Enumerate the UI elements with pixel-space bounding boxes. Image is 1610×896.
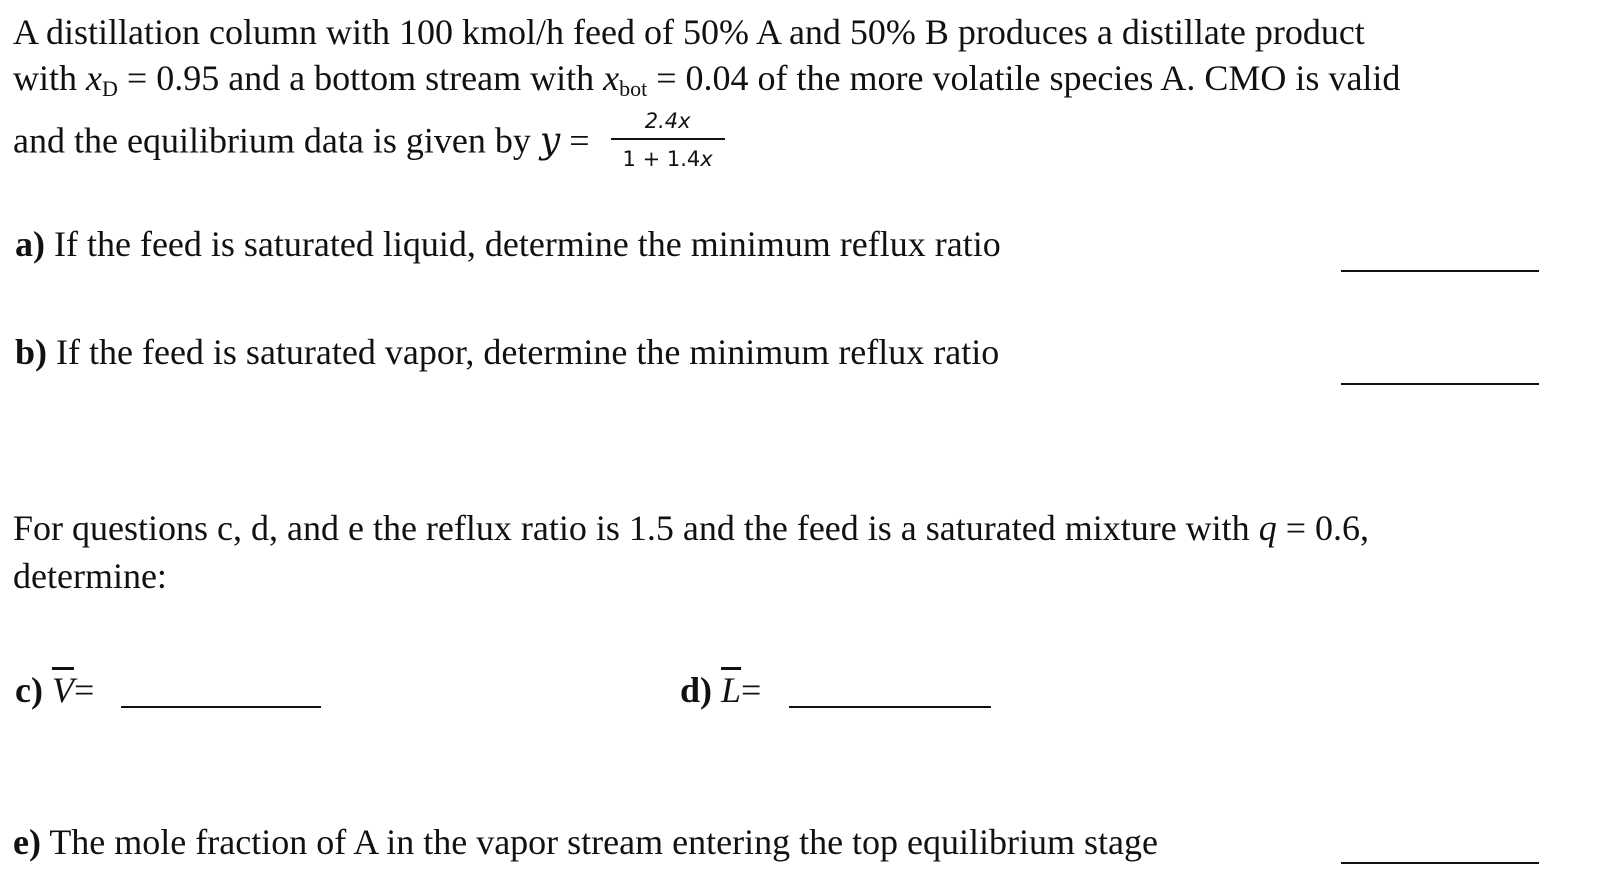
question-c-label: c): [15, 670, 43, 710]
answer-blank-d[interactable]: [789, 706, 991, 708]
l-bar-variable: $\overline{L}$: [721, 670, 742, 710]
v-bar-variable: $\overline{V}$: [51, 670, 74, 710]
answer-blank-b[interactable]: [1341, 383, 1539, 385]
question-e-text: The mole fraction of A in the vapor stream entering the top equilibrium stage: [40, 822, 1159, 862]
denominator-constant: 1 + 1.4: [622, 147, 701, 171]
q-variable: q: [1258, 508, 1277, 548]
question-e: [13, 820, 1158, 864]
xd-variable: x: [86, 58, 102, 98]
xd-value-text: = 0.95 and a bottom stream with: [117, 58, 604, 98]
q-value-text: = 0.6,: [1276, 508, 1369, 548]
question-c-equals: =: [73, 670, 95, 710]
question-e-label: e): [13, 822, 41, 862]
question-d-label: d): [680, 670, 713, 710]
question-d: [680, 668, 761, 712]
answer-blank-c[interactable]: [121, 706, 321, 708]
question-b-label: b): [15, 332, 48, 372]
fraction-denominator: [611, 138, 725, 172]
question-a-label: a): [15, 224, 45, 264]
xbot-value-text: = 0.04 of the more volatile species A. CMO is valid: [647, 58, 1401, 98]
fraction-numerator: 2.4x: [644, 109, 691, 133]
question-b: [15, 330, 999, 374]
y-variable: y: [539, 120, 561, 162]
xbot-variable: x: [603, 58, 620, 98]
question-b-text: If the feed is saturated vapor, determine the minimum reflux ratio: [47, 332, 1000, 372]
problem-line-2: [13, 56, 1400, 105]
line2-prefix: with: [13, 58, 87, 98]
question-c: [15, 668, 94, 712]
problem-line-1: A distillation column with 100 kmol/h feed of 50% A and 50% B produces a distillate product: [13, 12, 1365, 52]
equilibrium-fraction: [611, 108, 725, 172]
xd-subscript: D: [102, 76, 118, 101]
question-a-text: If the feed is saturated liquid, determine the minimum reflux ratio: [45, 224, 1001, 264]
line3-prefix: and the equilibrium data is given by: [13, 120, 540, 161]
denominator-variable: x: [700, 147, 713, 171]
cde-intro-line-1: [13, 506, 1369, 550]
xbot-subscript: bot: [619, 76, 648, 101]
question-d-equals: =: [741, 670, 762, 710]
answer-blank-e[interactable]: [1341, 862, 1539, 864]
cde-intro-text: For questions c, d, and e the reflux ratio is 1.5 and the feed is a saturated mixture with: [13, 508, 1259, 548]
cde-intro-line-2: determine:: [13, 556, 167, 596]
question-a: [15, 222, 1001, 266]
equals-sign: =: [560, 120, 590, 161]
problem-line-3: [13, 109, 725, 176]
answer-blank-a[interactable]: [1341, 270, 1539, 272]
